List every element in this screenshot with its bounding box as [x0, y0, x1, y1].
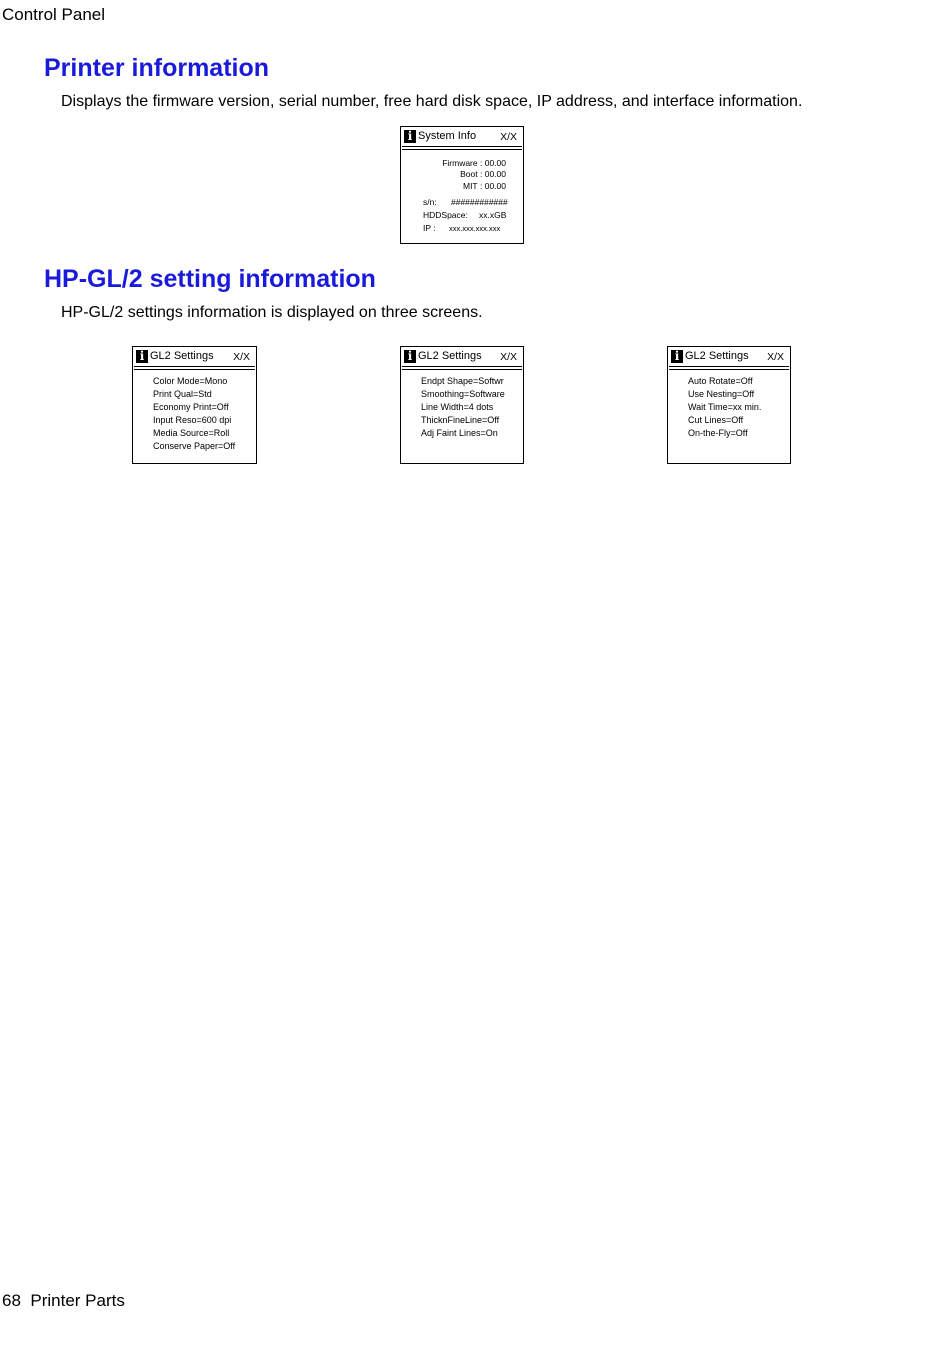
page-number: 68	[2, 1291, 21, 1310]
heading-hpgl2-setting-information: HP-GL/2 setting information	[44, 265, 376, 293]
boot-value: : 00.00	[480, 169, 506, 179]
hdd-space-label: HDDSpace:	[423, 210, 468, 220]
setting-line: Color Mode=Mono	[153, 376, 228, 386]
settings-list	[688, 375, 761, 440]
setting-line: Print Qual=Std	[153, 389, 212, 399]
serial-number-label: s/n:	[423, 197, 437, 207]
serial-number-value: ############	[451, 197, 508, 207]
mit-row	[463, 181, 506, 191]
screen-title: GL2 Settings	[150, 350, 214, 362]
mit-value: : 00.00	[480, 181, 506, 191]
ip-value: xxx.xxx.xxx.xxx	[449, 224, 501, 233]
boot-label: Boot	[460, 169, 478, 179]
screen-title: GL2 Settings	[418, 350, 482, 362]
setting-line: On-the-Fly=Off	[688, 428, 748, 438]
settings-list	[153, 375, 235, 453]
setting-line: Use Nesting=Off	[688, 389, 755, 399]
screen-header	[402, 128, 522, 147]
screen-header	[402, 348, 522, 367]
screen-page-indicator: X/X	[500, 351, 517, 363]
gl2-settings-screen-1	[132, 346, 257, 464]
screen-page-indicator: X/X	[500, 131, 517, 143]
setting-line: Endpt Shape=Softwr	[421, 376, 504, 386]
mit-label: MIT	[462, 181, 478, 191]
gl2-settings-screen-2	[400, 346, 524, 464]
info-icon: i	[404, 130, 416, 143]
info-icon: i	[404, 350, 416, 363]
heading-printer-information: Printer information	[44, 54, 270, 82]
setting-line: Line Width=4 dots	[421, 402, 494, 412]
screen-header	[669, 348, 789, 367]
system-info-screen	[400, 126, 524, 244]
setting-line: ThicknFineLine=Off	[421, 415, 500, 425]
setting-line: Auto Rotate=Off	[688, 376, 753, 386]
firmware-label: Firmware	[442, 158, 478, 168]
screen-title: System Info	[418, 130, 477, 142]
setting-line: Cut Lines=Off	[688, 415, 744, 425]
running-header: Control Panel	[2, 5, 106, 24]
screen-title: GL2 Settings	[685, 350, 749, 362]
info-icon: i	[671, 350, 683, 363]
settings-list	[421, 375, 505, 440]
screen-page-indicator: X/X	[233, 351, 250, 363]
setting-line: Economy Print=Off	[153, 402, 229, 412]
printer-information-description: Displays the firmware version, serial number, free hard disk space, IP address, and interface information.	[61, 93, 803, 110]
firmware-value: : 00.00	[480, 158, 506, 168]
screen-page-indicator: X/X	[767, 351, 784, 363]
boot-row	[460, 169, 506, 179]
setting-line: Smoothing=Software	[421, 389, 505, 399]
firmware-row	[442, 158, 506, 168]
screen-header	[134, 348, 255, 367]
info-icon: i	[136, 350, 148, 363]
page-footer	[2, 1291, 125, 1311]
hdd-space-value: xx.xGB	[479, 210, 507, 220]
hpgl2-setting-description: HP-GL/2 settings information is displayed on three screens.	[61, 304, 483, 321]
setting-line: Media Source=Roll	[153, 428, 230, 438]
setting-line: Conserve Paper=Off	[153, 441, 236, 451]
setting-line: Adj Faint Lines=On	[421, 428, 498, 438]
gl2-settings-screen-3	[667, 346, 791, 464]
footer-section-title: Printer Parts	[30, 1291, 125, 1310]
ip-label: IP :	[423, 223, 436, 233]
setting-line: Wait Time=xx min.	[688, 402, 762, 412]
setting-line: Input Reso=600 dpi	[153, 415, 232, 425]
